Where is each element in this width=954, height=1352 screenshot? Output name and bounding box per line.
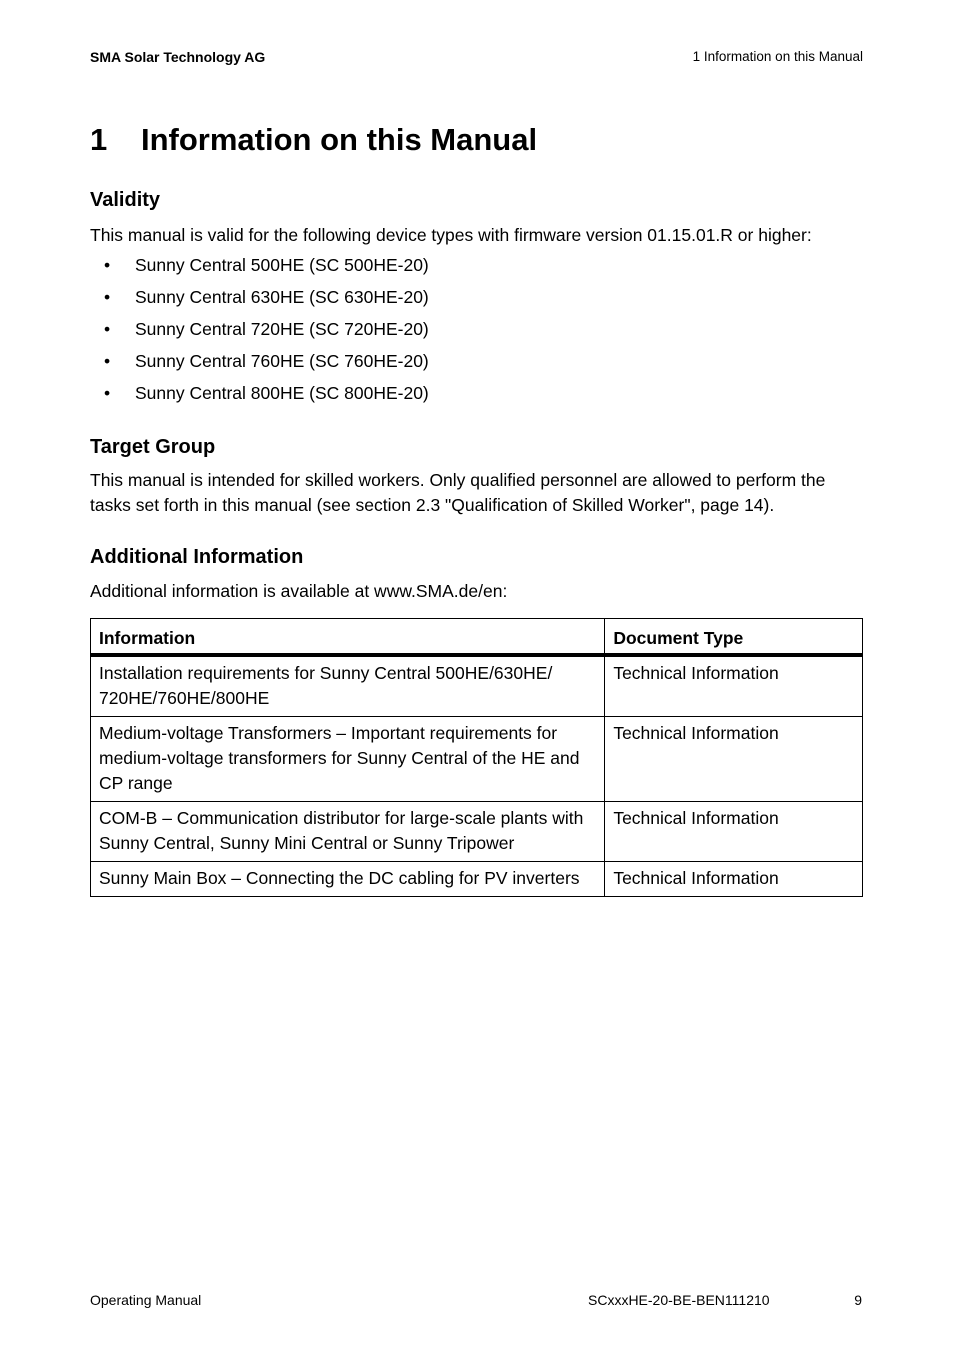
table-row: [91, 862, 863, 897]
list-item: [90, 317, 429, 349]
bullet-icon: •: [104, 287, 111, 307]
validity-heading: Validity: [90, 189, 161, 211]
column-header-information: Information: [91, 619, 605, 656]
table-cell-information: Installation requirements for Sunny Central 500HE/630HE/ 720HE/760HE/800HE: [91, 655, 605, 717]
additional-info-table: [90, 618, 863, 897]
list-item-text: Sunny Central 760HE (SC 760HE-20): [135, 351, 429, 371]
footer-doc-name: Operating Manual: [90, 1292, 202, 1308]
header-section: 1 Information on this Manual: [692, 49, 863, 64]
table-cell-document-type: Technical Information: [605, 655, 863, 717]
validity-intro: This manual is valid for the following device types with firmware version 01.15.01.R or higher:: [90, 225, 812, 245]
list-item: [90, 381, 429, 413]
bullet-icon: •: [104, 383, 111, 403]
footer-page-number: 9: [854, 1292, 862, 1308]
device-type-list: [90, 253, 429, 413]
table-cell-information: COM-B – Communication distributor for large-scale plants with Sunny Central, Sunny Mini Central or Sunny Tripower: [91, 802, 605, 862]
list-item: [90, 285, 429, 317]
column-header-document-type: Document Type: [605, 619, 863, 656]
footer-doc-code: SCxxxHE-20-BE-BEN111210: [588, 1292, 770, 1308]
table-cell-document-type: Technical Information: [605, 717, 863, 802]
table-row: [91, 802, 863, 862]
chapter-title: [90, 122, 537, 158]
table-header-row: [91, 619, 863, 656]
list-item-text: Sunny Central 800HE (SC 800HE-20): [135, 383, 429, 403]
list-item: [90, 253, 429, 285]
additional-info-heading: Additional Information: [90, 546, 304, 568]
table-cell-document-type: Technical Information: [605, 802, 863, 862]
bullet-icon: •: [104, 255, 111, 275]
target-group-text: This manual is intended for skilled workers. Only qualified personnel are allowed to perform the tasks set forth in this manual (see section 2.3 "Qualification of Skilled Worker", page 14).: [90, 470, 826, 515]
list-item: [90, 349, 429, 381]
bullet-icon: •: [104, 319, 111, 339]
table-cell-information: Sunny Main Box – Connecting the DC cabling for PV inverters: [91, 862, 605, 897]
list-item-text: Sunny Central 630HE (SC 630HE-20): [135, 287, 429, 307]
header-company: SMA Solar Technology AG: [90, 49, 266, 65]
table-row: [91, 717, 863, 802]
chapter-number: 1: [90, 122, 108, 157]
target-group-heading: Target Group: [90, 436, 216, 458]
table-cell-document-type: Technical Information: [605, 862, 863, 897]
table-cell-information: Medium-voltage Transformers – Important requirements for medium-voltage transformers for Sunny Central of the HE and CP range: [91, 717, 605, 802]
bullet-icon: •: [104, 351, 111, 371]
list-item-text: Sunny Central 500HE (SC 500HE-20): [135, 255, 429, 275]
chapter-title-text: Information on this Manual: [141, 122, 538, 157]
additional-info-intro: Additional information is available at www.SMA.de/en:: [90, 581, 508, 601]
table-row: [91, 655, 863, 717]
list-item-text: Sunny Central 720HE (SC 720HE-20): [135, 319, 429, 339]
